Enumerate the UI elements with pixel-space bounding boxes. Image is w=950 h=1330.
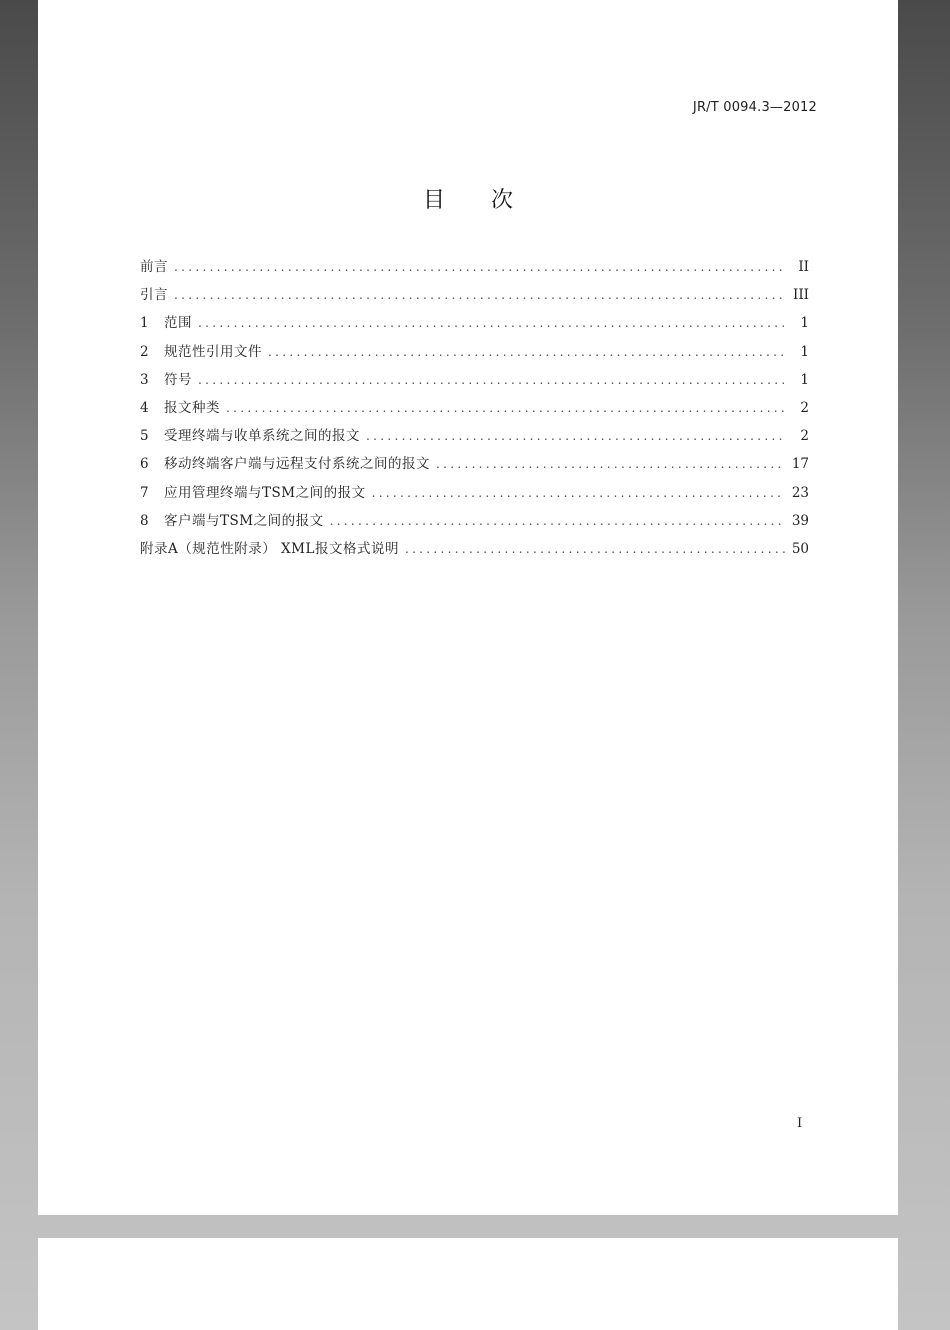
table-of-contents — [140, 253, 809, 563]
toc-entry-label: 移动终端客户端与远程支付系统之间的报文 — [164, 456, 430, 473]
toc-entry[interactable] — [140, 281, 809, 309]
toc-entry[interactable] — [140, 422, 809, 450]
toc-entry-label: 报文种类 — [164, 399, 220, 416]
toc-entry-page: 1 — [800, 371, 809, 388]
toc-entry-label: 附录A（规范性附录） XML报文格式说明 — [140, 540, 399, 557]
dot-leader — [174, 281, 785, 309]
toc-entry-label: 客户端与TSM之间的报文 — [164, 512, 324, 529]
toc-entry[interactable] — [140, 366, 809, 394]
dot-leader — [372, 479, 785, 507]
dot-leader — [198, 366, 785, 394]
document-code: JR/T 0094.3—2012 — [692, 100, 817, 115]
dot-leader — [436, 450, 785, 478]
dot-leader — [174, 253, 785, 281]
toc-entry[interactable] — [140, 253, 809, 281]
page-title: 目次 — [422, 188, 559, 213]
toc-entry-number: 7 — [140, 484, 149, 501]
toc-entry-number: 6 — [140, 456, 149, 473]
dot-leader — [330, 507, 785, 535]
toc-entry-label: 符号 — [164, 371, 192, 388]
toc-entry-number: 8 — [140, 512, 149, 529]
toc-entry-page: 1 — [800, 315, 809, 332]
toc-entry-label: 引言 — [140, 287, 168, 304]
dot-leader — [268, 338, 785, 366]
toc-entry-page: II — [798, 259, 809, 275]
toc-entry-number: 4 — [140, 399, 149, 416]
next-page — [38, 1238, 898, 1330]
toc-entry-label: 前言 — [140, 259, 168, 275]
toc-entry-page: 17 — [791, 456, 809, 473]
toc-entry-page: 2 — [800, 399, 809, 416]
toc-entry-label: 范围 — [164, 315, 192, 332]
toc-entry-number: 1 — [140, 315, 149, 332]
toc-entry-label: 受理终端与收单系统之间的报文 — [164, 428, 360, 445]
toc-entry-page: 39 — [791, 512, 809, 529]
toc-entry-number: 5 — [140, 428, 149, 445]
toc-entry-page: 50 — [791, 540, 809, 557]
document-page — [38, 0, 898, 1215]
dot-leader — [198, 309, 785, 337]
toc-entry-page: 23 — [791, 484, 809, 501]
toc-entry-number: 3 — [140, 371, 149, 388]
dot-leader — [226, 394, 785, 422]
toc-entry[interactable] — [140, 507, 809, 535]
toc-entry-page: III — [793, 287, 809, 304]
toc-entry-page: 1 — [800, 343, 809, 360]
toc-entry[interactable] — [140, 394, 809, 422]
toc-entry[interactable] — [140, 479, 809, 507]
toc-entry[interactable] — [140, 450, 809, 478]
toc-entry[interactable] — [140, 338, 809, 366]
toc-entry-number: 2 — [140, 343, 149, 360]
page-number: I — [797, 1116, 803, 1131]
toc-entry-label: 规范性引用文件 — [164, 343, 262, 360]
toc-entry[interactable] — [140, 535, 809, 563]
dot-leader — [366, 422, 785, 450]
dot-leader — [405, 535, 785, 563]
toc-entry-page: 2 — [800, 428, 809, 445]
toc-entry[interactable] — [140, 309, 809, 337]
toc-entry-label: 应用管理终端与TSM之间的报文 — [164, 484, 366, 501]
